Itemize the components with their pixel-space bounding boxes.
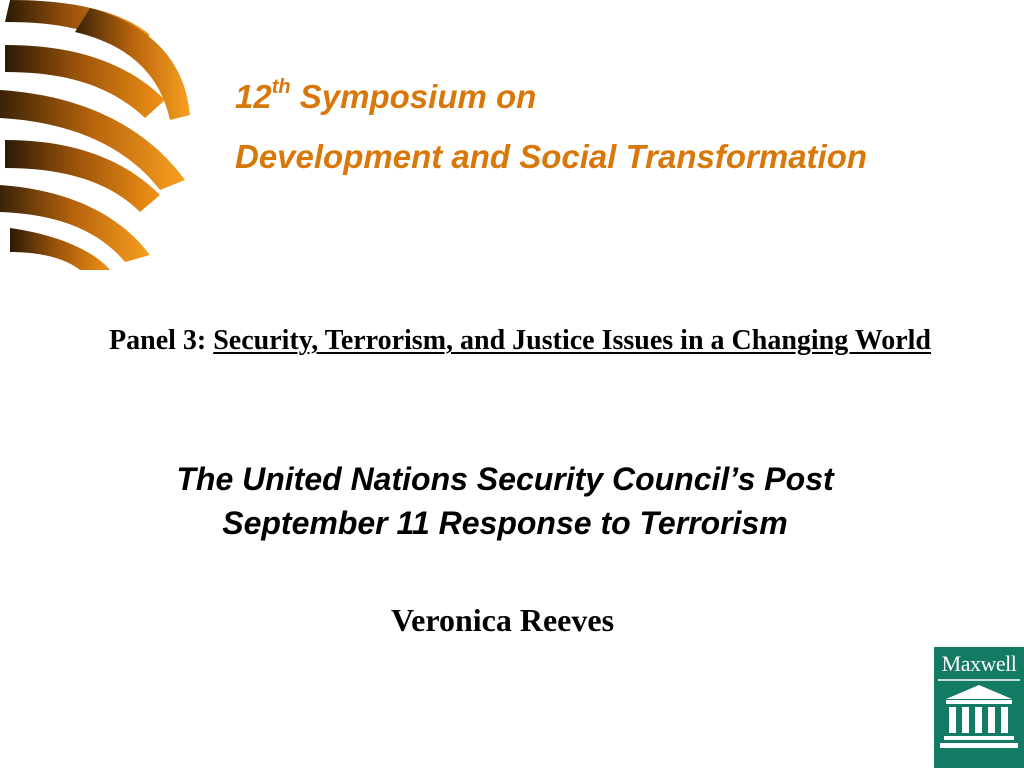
- panel-title: Security, Terrorism, and Justice Issues in a Changing World: [213, 325, 931, 356]
- panel-heading: [50, 322, 990, 360]
- symposium-subtitle: Development and Social Transformation: [235, 138, 868, 175]
- talk-title-line-1: The United Nations Security Council’s Post: [176, 461, 834, 497]
- talk-title-line-2: September 11 Response to Terrorism: [222, 505, 788, 541]
- building-columns-icon: [934, 647, 1024, 768]
- talk-title: [60, 457, 950, 545]
- symposium-title: 12th Symposium on: [235, 76, 537, 115]
- ordinal-suffix: th: [271, 76, 291, 98]
- symposium-swirl-logo: [0, 0, 200, 270]
- panel-prefix: Panel 3:: [109, 325, 214, 356]
- author-name: Veronica Reeves: [390, 602, 615, 638]
- maxwell-logo-label: Maxwell: [941, 651, 1017, 676]
- maxwell-logo: [934, 647, 1024, 768]
